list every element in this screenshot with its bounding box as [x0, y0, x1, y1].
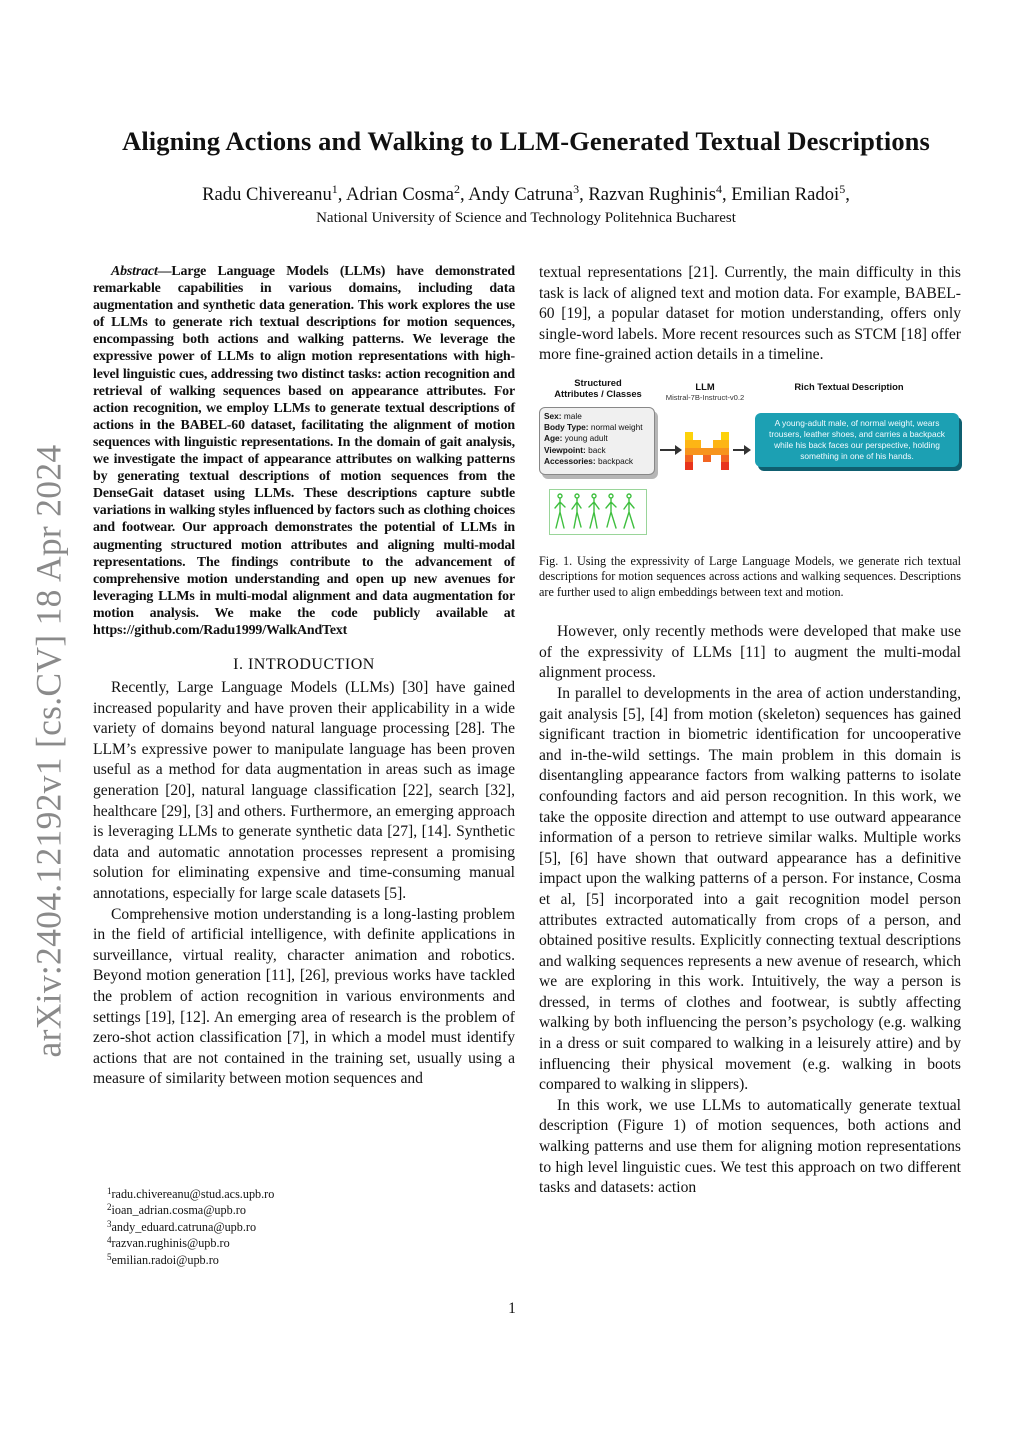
rich-description-card: A young-adult male, of normal weight, wears trousers, leather shoes, and carries a backpack while his back faces our perspective, holding something in one of his hands.	[755, 413, 959, 467]
paragraph: In this work, we use LLMs to automatically generate textual description (Figure 1) of motion sequences, both actions and walking patterns and use them for aligning motion representations to high level linguistic cues. We test this approach on two different tasks and datasets: action	[539, 1096, 961, 1197]
mistral-logo-icon	[685, 432, 729, 470]
footnote: $^3$andy_eduard.catruna@upb.ro	[107, 1218, 257, 1234]
abstract-text: Large Language Models (LLMs) have demonstrated remarkable capabilities in various domains, including data augmentation and synthetic data generation. This work explores the use of LLMs to generate rich textual descriptions for motion sequences, encompassing both actions and walking patterns. We leverage the expressive power of LLMs to align motion representations with high-level linguistic cues, addressing two distinct tasks: action recognition and retrieval of walking sequences based on appearance attributes. For action recognition, we employ LLMs to generate textual descriptions of actions in the BABEL-60 dataset, facilitating the alignment of motion sequences with linguistic representations. In the domain of gait analysis, we investigate the impact of appearance attributes on walking patterns by generating textual descriptions of motion sequences from the DenseGait dataset using LLMs. These descriptions capture subtle variations in walking styles influenced by factors such as clothing choices and footwear. Our approach demonstrates the potential of LLMs in augmenting structured motion attributes and aligning multi-modal representations. The findings contribute to the advancement of comprehensive motion understanding and open up new avenues for leveraging LLMs in multi-modal alignment and data augmentation for motion analysis. We make the code publicly available at https://github.com/Radu1999/WalkAndText	[93, 264, 515, 638]
footnote: $^1$radu.chivereanu@stud.acs.upb.ro	[107, 1186, 275, 1201]
author: Razvan Rughinis$^4$,	[588, 182, 732, 205]
abstract-label: Abstract	[111, 264, 158, 279]
skeleton-figure	[572, 494, 581, 528]
left-column	[93, 263, 515, 1090]
figure-heading-structured: Structured Attributes / Classes	[554, 376, 642, 399]
footnotes	[93, 1186, 393, 1268]
paragraph: Recently, Large Language Models (LLMs) [30] have gained increased popularity and have proven their applicability in a wide variety of domains beyond natural language processing [28]. The LLM’s expressive power to manipulate language has been proven useful as a method for data augmentation in areas such as image generation [20], natural language classification [22], search [32], healthcare [29], [3] and others. Furthermore, an emerging approach is leveraging LLMs to generate synthetic data [27], [14]. Synthetic data and automatic annotation processes represent a promising solution for eliminating expensive and time-consuming manual annotations, especially for large scale datasets [5].	[93, 679, 515, 902]
author: Emilian Radoi$^5$,	[731, 182, 850, 205]
abstract: Abstract—Large Language Models (LLMs) have demonstrated remarkable capabilities in various domains, including data augmentation and synthetic data generation. This work explores the use of LLMs to generate rich textual descriptions for motion sequences, encompassing both actions and walking patterns. We leverage the expressive power of LLMs to align motion representations with high-level linguistic cues, addressing two distinct tasks: action recognition and retrieval of walking sequences based on appearance attributes. For action recognition, we employ LLMs to generate textual descriptions of actions in the BABEL-60 dataset, facilitating the alignment of motion sequences with linguistic representations. In the domain of gait analysis, we investigate the impact of appearance attributes on walking patterns by generating textual descriptions of motion sequences from the DenseGait dataset using LLMs. These descriptions capture subtle variations in walking styles influenced by factors such as clothing choices and footwear. Our approach demonstrates the potential of LLMs in augmenting structured motion attributes and aligning multi-modal representations. The findings contribute to the advancement of comprehensive motion understanding and open up new avenues for leveraging LLMs in multi-modal alignment and data augmentation for motion analysis. We make the code publicly available at https://github.com/Radu1999/WalkAndText	[93, 264, 515, 638]
arxiv-stamp	[8, 444, 88, 1058]
attribute-row: Age: young adult	[544, 433, 608, 444]
page-number: 1	[508, 1300, 516, 1317]
arrow-icon	[733, 449, 749, 451]
figure-caption: Fig. 1. Using the expressivity of Large Language Models, we generate rich textual descriptions for motion sequences across actions and walking sequences. Descriptions are further used to align embeddings between text and motion.	[539, 553, 961, 599]
skeleton-figure	[624, 494, 634, 528]
author: Adrian Cosma$^2$,	[346, 182, 469, 205]
skeleton-figure	[555, 494, 565, 528]
author: Andy Catruna$^3$,	[468, 182, 589, 205]
author-list	[60, 184, 992, 206]
paragraph: Comprehensive motion understanding is a long-lasting problem in the field of artificial intelligence, with definite applications in surveillance, virtual reality, character animation and robotics. Beyond motion generation [11], [26], previous works have tackled the problem of action recognition in various environments and settings [19], [12]. An emerging area of research is the problem of zero-shot action classification [7], in which a model must identify actions that are not contained in the training set, usually using a measure of similarity between motion sequences and	[93, 905, 515, 1088]
attribute-row: Body Type: normal weight	[544, 422, 643, 433]
attributes-card	[539, 407, 655, 475]
footnote: $^4$razvan.rughinis@upb.ro	[107, 1235, 230, 1251]
attribute-row: Viewpoint: back	[544, 444, 606, 455]
paragraph: textual representations [21]. Currently, the main difficulty in this task is lack of aligned text and motion data. For example, BABEL-60 [19], a popular dataset for motion understanding, offers only single-word labels. More recent resources such as STCM [18] offer more fine-grained action details in a timeline.	[539, 264, 961, 364]
attribute-row: Accessories: backpack	[544, 455, 634, 466]
author: Radu Chivereanu$^1$,	[202, 182, 347, 205]
figure-1	[539, 377, 961, 542]
arrow-icon	[660, 449, 680, 451]
skeleton-figure	[589, 494, 599, 528]
footnote: $^5$emilian.radoi@upb.ro	[107, 1251, 219, 1267]
section-heading-introduction: I. INTRODUCTION	[233, 656, 375, 674]
gait-skeleton-sequence-image	[549, 489, 647, 535]
figure-heading-llm: LLM Mistral-7B-Instruct-v0.2	[663, 381, 747, 403]
figure-heading-rich: Rich Textual Description	[794, 380, 904, 392]
affiliation: National University of Science and Technology Politehnica Bucharest	[316, 210, 736, 226]
skeleton-figure	[606, 494, 616, 528]
paragraph: However, only recently methods were developed that make use of the expressivity of LLMs [11] to augment the multi-modal alignment process.	[539, 623, 961, 682]
attribute-row: Sex: male	[544, 410, 582, 421]
llm-model-name: Mistral-7B-Instruct-v0.2	[665, 392, 745, 402]
footnote: $^2$ioan_adrian.cosma@upb.ro	[107, 1202, 246, 1218]
arxiv-stamp-text: arXiv:2404.12192v1 [cs.CV] 18 Apr 2024	[28, 444, 68, 1058]
right-column	[539, 263, 961, 1199]
paper-title: Aligning Actions and Walking to LLM-Generated Textual Descriptions	[122, 126, 930, 156]
paragraph: In parallel to developments in the area of action understanding, gait analysis [5], [4] from motion (skeleton) sequences has gained significant traction in biometric identification for uncooperative and in-the-wild settings. The main problem in this domain is disentangling appearance factors from walking patterns to isolate confounding factors and aid person recognition. In this work, we take the opposite direction and attempt to use outward appearance information of a person to retrieve similar walks. Multiple works [5], [6] have shown that outward appearance has a definitive impact upon the walking patterns of a person. For instance, Cosma et al, [5] incorporated into a gait recognition model person attributes extracted automatically from crops of a person, and obtained positive results. Explicitly connecting textual descriptions and walking sequences represents a new avenue of research, which we are exploring in this work. Intuitively, the way a person is dressed, in terms of clothes and footwear, is subtly affecting walking by both influencing the person’s psychology (e.g. walking in a dress or suit compared to walking in a leisurely attire) and by influencing their physical movement (e.g. walking in boots compared to walking in slippers).	[539, 684, 961, 1094]
